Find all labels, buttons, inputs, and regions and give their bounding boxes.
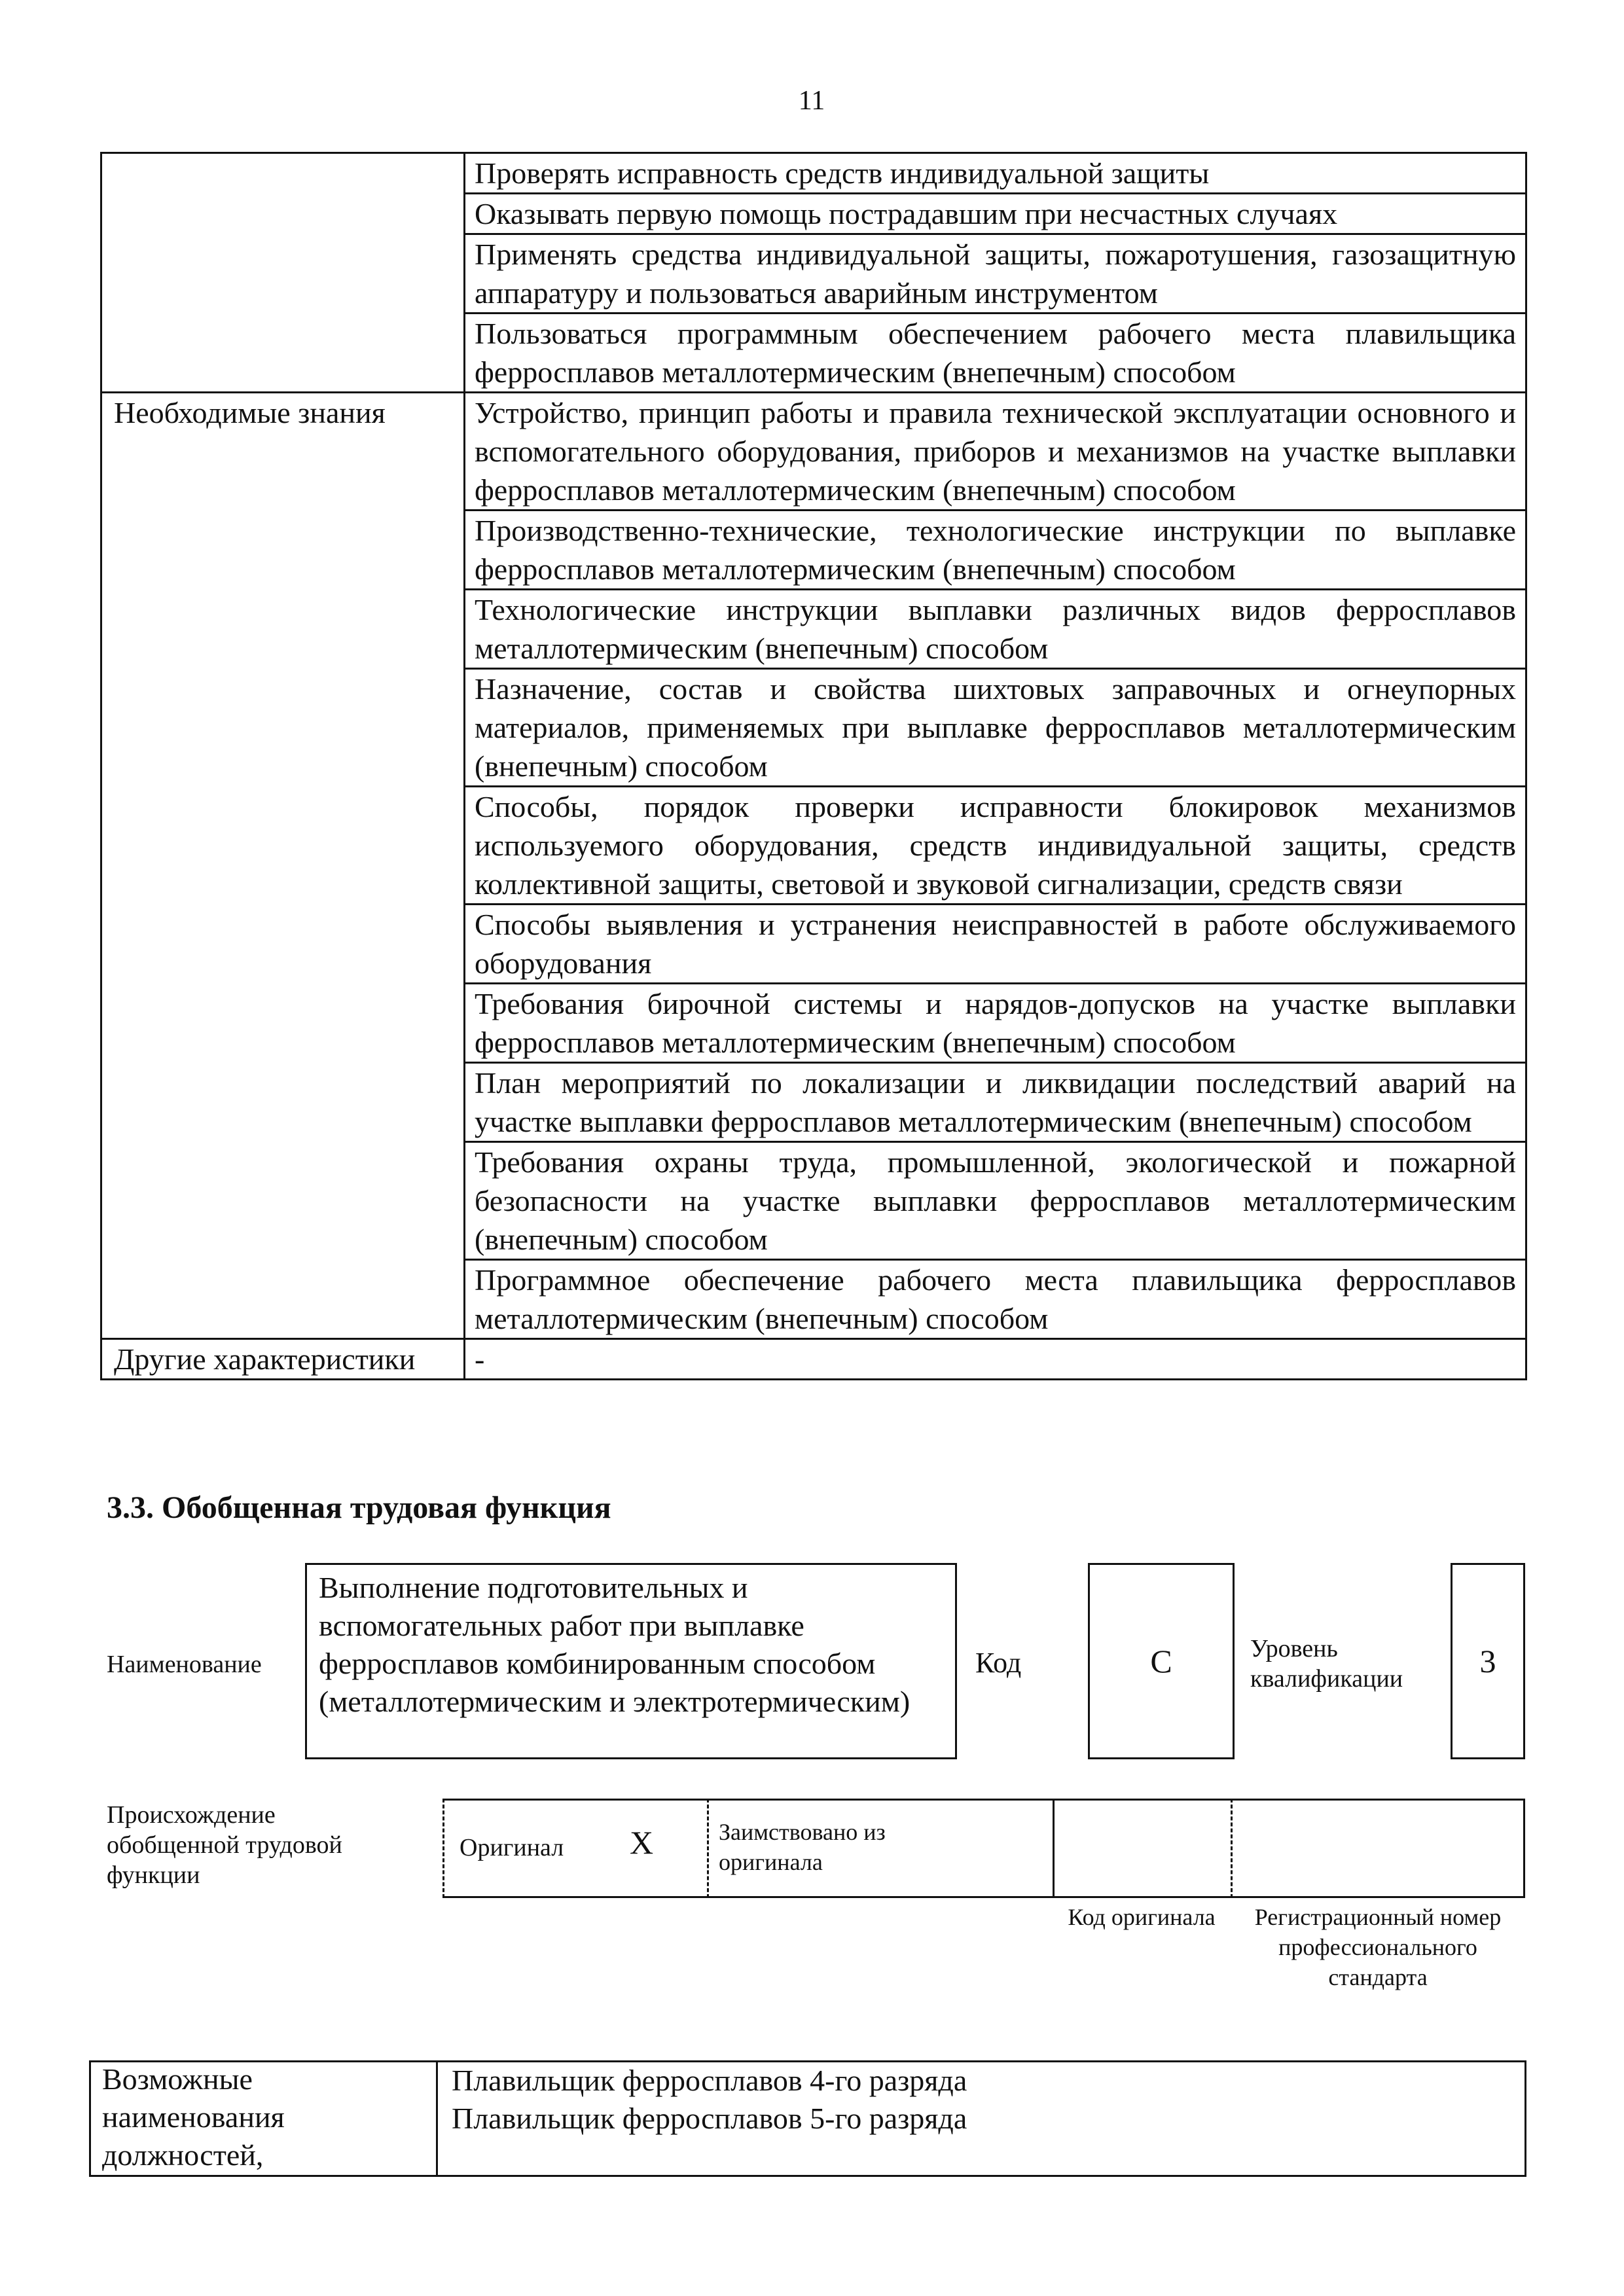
function-name-box: Выполнение подготовительных и вспомогательных работ при выплавке ферросплавов комбинированным способом (металлотермическим и электротермическим) [305, 1563, 957, 1759]
empty-label-cell [101, 234, 465, 314]
skill-cell: Оказывать первую помощь пострадавшим при несчастных случаях [465, 194, 1526, 234]
origin-table-divider [1053, 1799, 1055, 1898]
origin-table-divider [707, 1799, 709, 1898]
empty-label-cell [101, 905, 465, 984]
name-label: Наименование [107, 1651, 262, 1678]
empty-label-cell [101, 787, 465, 905]
knowledge-cell: Требования охраны труда, промышленной, экологической и пожарной безопасности на участке выплавки ферросплавов металлотермическим (внепечным) способом [465, 1142, 1526, 1260]
table-row [101, 669, 1526, 787]
origin-table-left-border [442, 1799, 444, 1898]
position-item: Плавильщик ферросплавов 5-го разряда [452, 2102, 967, 2135]
knowledge-cell: План мероприятий по локализации и ликвидации последствий аварий на участке выплавки ферросплавов металлотермическим (внепечным) способом [465, 1063, 1526, 1142]
table-row [101, 511, 1526, 590]
origin-label: Происхождение обобщенной трудовой функции [107, 1801, 342, 1889]
knowledge-cell: Программное обеспечение рабочего места плавильщика ферросплавов металлотермическим (внепечным) способом [465, 1260, 1526, 1339]
other-characteristics-value: - [465, 1339, 1526, 1380]
table-row [101, 153, 1526, 194]
table-row [101, 393, 1526, 511]
empty-label-cell [101, 511, 465, 590]
knowledge-cell: Устройство, принцип работы и правила технической эксплуатации основного и вспомогательного оборудования, приборов и механизмов на участке выплавки ферросплавов металлотермическим (внепечным) способом [465, 393, 1526, 511]
code-label: Код [975, 1647, 1022, 1679]
positions-label: Возможные наименования должностей, [102, 2062, 285, 2172]
origin-table [442, 1799, 1525, 1898]
skills-knowledge-table [100, 152, 1527, 1380]
knowledge-cell: Способы выявления и устранения неисправностей в работе обслуживаемого оборудования [465, 905, 1526, 984]
positions-table-divider [436, 2060, 438, 2177]
empty-label-cell [101, 1260, 465, 1339]
knowledge-cell: Способы, порядок проверки исправности блокировок механизмов используемого оборудования, средств индивидуальной защиты, средств коллективной защиты, световой и звуковой сигнализации, средств связи [465, 787, 1526, 905]
knowledge-label: Необходимые знания [101, 393, 465, 511]
code-value-box: C [1088, 1563, 1235, 1759]
table-row [101, 234, 1526, 314]
qualification-level-label: Уровень квалификации [1250, 1635, 1403, 1693]
qualification-level-box: 3 [1451, 1563, 1525, 1759]
borrowed-label: Заимствовано из оригинала [719, 1819, 886, 1875]
other-characteristics-label: Другие характеристики [101, 1339, 465, 1380]
empty-label-cell [101, 194, 465, 234]
table-row [101, 1142, 1526, 1260]
empty-label-cell [101, 1142, 465, 1260]
empty-label-cell [101, 1063, 465, 1142]
original-label: Оригинал [460, 1834, 564, 1861]
knowledge-cell: Назначение, состав и свойства шихтовых заправочных и огнеупорных материалов, применяемых при выплавке ферросплавов металлотермическим (внепечным) способом [465, 669, 1526, 787]
table-row [101, 905, 1526, 984]
section-title: 3.3. Обобщенная трудовая функция [107, 1490, 611, 1525]
page-number: 11 [798, 86, 825, 116]
table-row [101, 787, 1526, 905]
table-row [101, 1260, 1526, 1339]
table-row [101, 1339, 1526, 1380]
reg-number-caption: Регистрационный номер профессионального стандарта [1254, 1904, 1502, 1990]
empty-label-cell [101, 153, 465, 194]
empty-label-cell [101, 669, 465, 787]
knowledge-cell: Требования бирочной системы и нарядов-допусков на участке выплавки ферросплавов металлотермическим (внепечным) способом [465, 984, 1526, 1063]
origin-table-divider [1231, 1799, 1233, 1898]
code-original-caption: Код оригинала [1068, 1904, 1216, 1930]
empty-label-cell [101, 314, 465, 393]
skill-cell: Пользоваться программным обеспечением рабочего места плавильщика ферросплавов металлотермическим (внепечным) способом [465, 314, 1526, 393]
table-row [101, 194, 1526, 234]
table-row [101, 984, 1526, 1063]
table-row [101, 590, 1526, 669]
empty-label-cell [101, 984, 465, 1063]
skill-cell: Проверять исправность средств индивидуальной защиты [465, 153, 1526, 194]
position-item: Плавильщик ферросплавов 4-го разряда [452, 2064, 967, 2097]
knowledge-cell: Производственно-технические, технологические инструкции по выплавке ферросплавов металлотермическим (внепечным) способом [465, 511, 1526, 590]
table-row [101, 1063, 1526, 1142]
original-checkmark: X [630, 1824, 654, 1861]
skill-cell: Применять средства индивидуальной защиты, пожаротушения, газозащитную аппаратуру и пользоваться аварийным инструментом [465, 234, 1526, 314]
empty-label-cell [101, 590, 465, 669]
table-row [101, 314, 1526, 393]
knowledge-cell: Технологические инструкции выплавки различных видов ферросплавов металлотермическим (внепечным) способом [465, 590, 1526, 669]
